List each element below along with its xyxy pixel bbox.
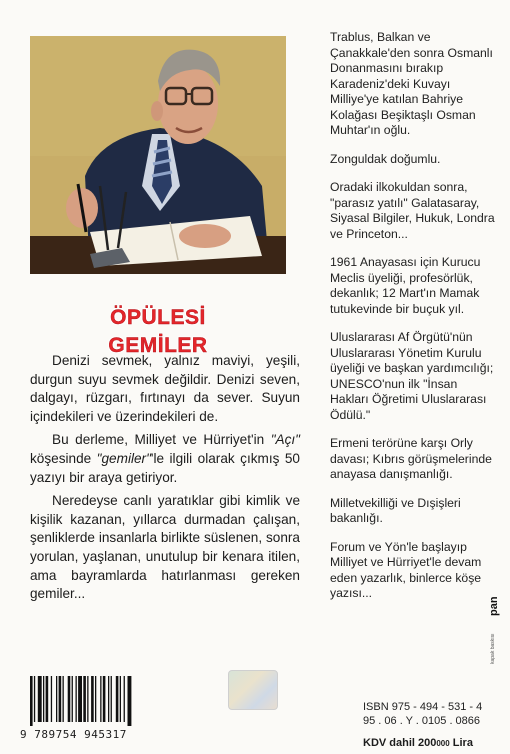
hologram-sticker <box>228 670 278 710</box>
barcode-bar <box>68 676 71 722</box>
price-label: KDV dahil 200 <box>363 737 437 749</box>
bio-item: Uluslararası Af Örgütü'nün Uluslararası Yönetim Kurulu üyeliği ve başkan yardımcılığı; UNESCO'nun ilk "İnsan Hakları Öğretimi Uluslararası Ödülü." <box>330 330 494 422</box>
price <box>363 737 473 749</box>
barcode-bar <box>124 676 125 722</box>
price-small-digits: 000 <box>436 739 450 748</box>
barcode-bar <box>46 676 49 722</box>
barcode-bar <box>116 676 119 722</box>
bio-item: Forum ve Yön'le başlayıp Milliyet ve Hürriyet'le devam eden yazarlık, binlerce köşe yazısı... <box>330 539 482 600</box>
bio-item: Zonguldak doğumlu. <box>330 151 441 166</box>
author-illustration <box>30 36 286 274</box>
isbn-block <box>363 700 482 728</box>
book-title-line2: GEMİLER <box>108 334 208 357</box>
barcode-bar <box>108 676 109 722</box>
bio-item: Ermeni terörüne karşı Orly davası; Kıbrıs görüşmelerinde anayasa danışmanlığı. <box>330 436 492 481</box>
barcode-bar <box>34 676 35 722</box>
barcode-bar <box>78 676 82 722</box>
barcode-bar <box>38 676 42 722</box>
blurb <box>30 352 300 609</box>
blurb-paragraph-2 <box>30 431 300 487</box>
barcode-bar <box>87 676 88 722</box>
barcode-bar <box>72 676 73 722</box>
publisher-logo: pan <box>488 596 500 616</box>
blurb-paragraph-3: Neredeyse canlı yaratıklar gibi kimlik ve kişilik kazanan, yıllarca durmadan çalışan, şenliklerde insanlarla birlikte süslenen, sonra yorulan, yaşlanan, unutulup bir kenara itilen, ama bayramlarda hatırlanması gereken gemiler... <box>30 493 300 602</box>
book-title-line1: ÖPÜLESİ <box>110 306 206 329</box>
bio-item: 1961 Anayasası için Kurucu Meclis üyeliği, profesörlük, dekanlık; 12 Mart'ın Mamak tutukevinde bir buçuk yıl. <box>330 255 481 316</box>
barcode-bar <box>128 676 132 726</box>
price-currency: Lira <box>449 737 473 749</box>
blurb-p2-aci: "Açı" <box>270 432 300 448</box>
barcode-bar <box>95 676 96 722</box>
blurb-p2-text-a: Bu derleme, Milliyet ve Hürriyet'in <box>52 432 271 448</box>
barcode-bar <box>120 676 121 722</box>
barcode <box>20 676 160 742</box>
author-bio <box>330 30 495 615</box>
barcode-bar <box>103 676 106 722</box>
blurb-p2-text-c: köşesinde <box>30 450 97 466</box>
barcode-bar <box>30 676 33 726</box>
barcode-bar <box>63 676 64 722</box>
barcode-bar <box>100 676 101 722</box>
barcode-bar <box>91 676 94 722</box>
barcode-bar <box>111 676 112 722</box>
barcode-bar <box>83 676 86 722</box>
publisher-small-text: kapak baskısı <box>490 633 496 664</box>
bio-item: Milletvekilliği ve Dışişleri bakanlığı. <box>330 495 461 525</box>
blurb-p2-gemiler: "gemiler" <box>96 450 151 466</box>
blurb-p2-text-e: 'le ilgili olarak çıkmış 50 yazıyı bir araya getiriyor. <box>30 450 300 485</box>
barcode-bars <box>20 676 160 726</box>
barcode-bar <box>56 676 57 722</box>
blurb-paragraph-1: Denizi sevmek, yalnız maviyi, yeşili, durgun suyu sevmek değildir. Denizi seven, dalgayı, rüzgarı, fırtınayı da sever. Suyun içindekileri ve üzerindekileri de. <box>30 353 300 424</box>
bio-item: Trablus, Balkan ve Çanakkale'den sonra Osmanlı Donanmasını bırakıp Karadeniz'deki Kuvayı Milliye'ye katılan Bahriye Kolağası Beşiktaşlı Osman Muhtar'ın oğlu. <box>330 30 493 137</box>
barcode-bar <box>76 676 77 722</box>
barcode-bar <box>43 676 44 722</box>
author-photo <box>30 36 286 274</box>
isbn-line: ISBN 975 - 494 - 531 - 4 <box>363 701 483 713</box>
barcode-digits: 9 789754 945317 <box>20 728 127 741</box>
barcode-bar <box>59 676 62 722</box>
barcode-bar <box>51 676 52 722</box>
bio-item: Oradaki ilkokuldan sonra, "parasız yatılı" Galatasaray, Siyasal Bilgiler, Hukuk, Londra ve Princeton... <box>330 180 495 241</box>
isbn-code-line: 95 . 06 . Y . 0105 . 0866 <box>363 715 481 727</box>
